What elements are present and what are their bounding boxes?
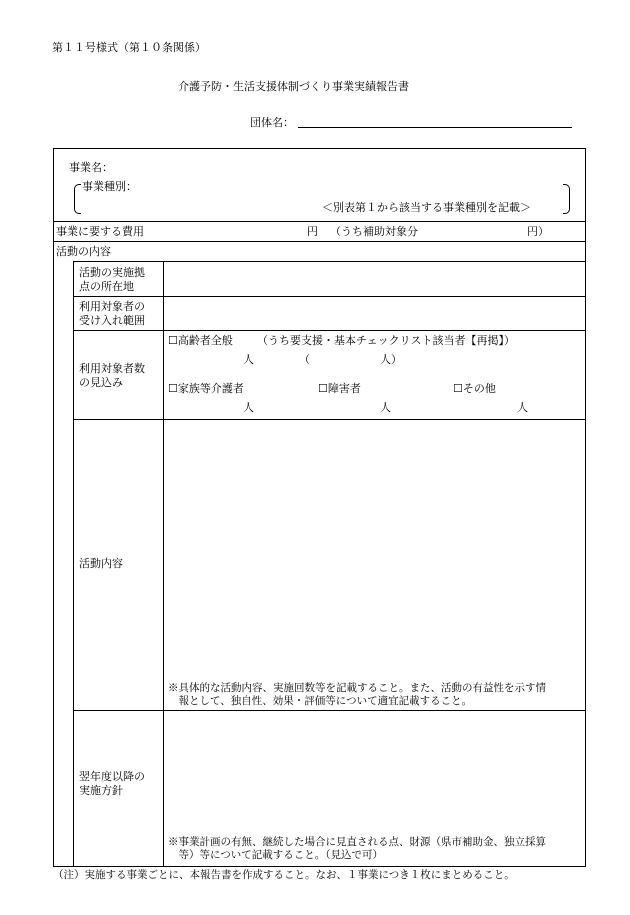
activity-content-label: 活動内容 bbox=[79, 557, 123, 570]
next-year-policy-field[interactable] bbox=[165, 712, 584, 832]
location-label: 活動の実施拠 点の所在地 bbox=[79, 266, 145, 293]
project-name-label: 事業名： bbox=[69, 161, 113, 174]
right-bracket bbox=[563, 184, 570, 214]
checkbox-disabled[interactable]: ☐障害者 bbox=[318, 382, 361, 395]
location-field[interactable] bbox=[165, 263, 584, 295]
elderly-sub-unit: 人） bbox=[380, 353, 402, 366]
activity-content-field[interactable] bbox=[165, 421, 584, 676]
elderly-sub-label: （うち要支援・基本チェックリスト該当者【再掲】） bbox=[257, 334, 515, 347]
project-type-hint: ＜別表第１から該当する事業種別を記載＞ bbox=[322, 201, 531, 214]
other-unit: 人 bbox=[517, 401, 528, 414]
acceptance-range-field[interactable] bbox=[165, 298, 584, 329]
expected-users-label: 利用対象者数 の見込み bbox=[79, 362, 145, 389]
cost-yen-unit: 円 bbox=[307, 225, 318, 238]
activity-content-note: ※具体的な活動内容、実施回数等を記載すること。また、活動の有益性を示す情 報として、独自性、効果・評価等について適宜記載すること。 bbox=[168, 682, 546, 708]
next-year-policy-note: ※事業計画の有無、継続した場合に見直される点、財源（県市補助金、独立採算 等）等について記載すること。（見込で可） bbox=[168, 836, 546, 862]
activity-section-label: 活動の内容 bbox=[56, 245, 111, 258]
cost-label: 事業に要する費用 bbox=[56, 225, 144, 238]
elderly-sub-paren: （ bbox=[299, 353, 310, 366]
org-name-label: 団体名： bbox=[250, 116, 294, 129]
acceptance-range-label: 利用対象者の 受け入れ範囲 bbox=[79, 300, 145, 327]
left-bracket bbox=[74, 184, 81, 214]
checkbox-family-caregiver[interactable]: ☐家族等介護者 bbox=[168, 382, 244, 395]
footer-note: （注）実施する事業ごとに、本報告書を作成すること。なお、１事業につき１枚にまとめること。 bbox=[53, 869, 515, 881]
cost-subsidy-label: （うち補助対象分 bbox=[330, 225, 418, 238]
elderly-all-unit: 人 bbox=[243, 353, 254, 366]
checkbox-other[interactable]: ☐その他 bbox=[453, 382, 496, 395]
project-type-label: 事業種別： bbox=[82, 180, 137, 193]
document-title: 介護予防・生活支援体制づくり事業実績報告書 bbox=[178, 80, 409, 93]
next-year-policy-label: 翌年度以降の 実施方針 bbox=[79, 770, 145, 797]
family-caregiver-unit: 人 bbox=[243, 401, 254, 414]
form-number: 第１１号様式（第１０条関係） bbox=[52, 41, 206, 54]
disabled-unit: 人 bbox=[380, 401, 391, 414]
checkbox-elderly-all[interactable]: ☐高齢者全般 bbox=[168, 334, 233, 347]
cost-subsidy-yen-unit: 円） bbox=[527, 225, 549, 238]
org-name-underline[interactable] bbox=[298, 127, 572, 128]
